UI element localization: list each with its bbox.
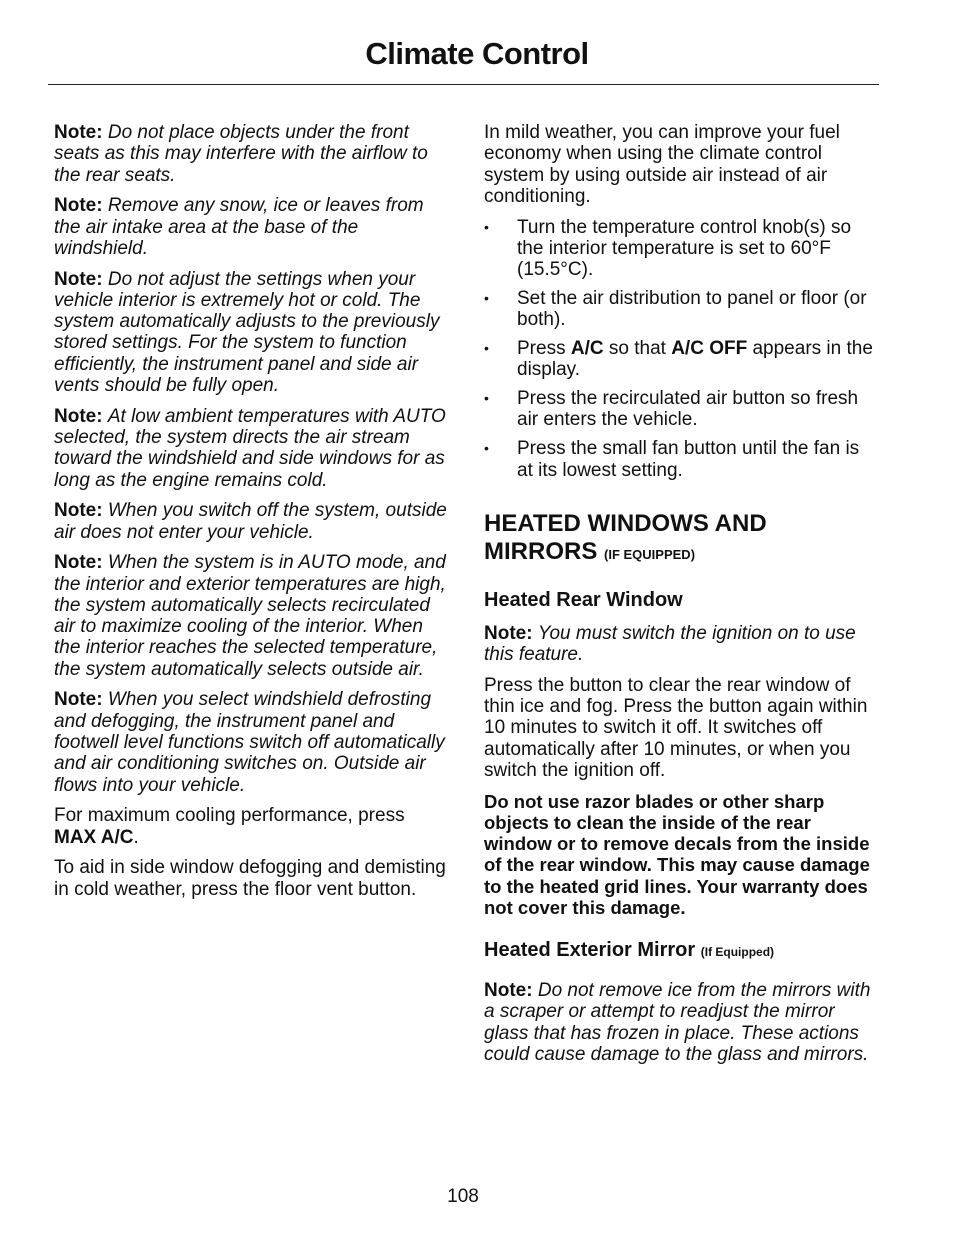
intro-paragraph: In mild weather, you can improve your fuel economy when using the climate control system by using outside air instead of air conditioning. bbox=[484, 122, 840, 207]
subheading-heated-exterior-mirror: Heated Exterior Mirror (If Equipped) bbox=[484, 938, 775, 961]
note-mirror-ice: Note: Do not remove ice from the mirrors with a scraper or attempt to readjust the mirror glass that has frozen in place. These actions could cause damage to the glass and mirrors. bbox=[484, 979, 871, 1065]
section-heading-heated-windows: HEATED WINDOWS AND MIRRORS (IF EQUIPPED) bbox=[484, 509, 767, 566]
defogging-paragraph: To aid in side window defogging and demisting in cold weather, press the floor vent button. bbox=[54, 857, 446, 900]
subheading-heated-rear-window: Heated Rear Window bbox=[484, 588, 683, 611]
bullet-marker: • bbox=[484, 390, 489, 407]
list-item: • Set the air distribution to panel or floor (or both). bbox=[484, 287, 867, 331]
note-defrosting: Note: When you select windshield defrosting and defogging, the instrument panel and footwell level functions switch off automatically and air conditioning switches on. Outside air flows into your vehicle. bbox=[54, 689, 445, 796]
note-auto-mode: Note: When the system is in AUTO mode, and the interior and exterior temperatures are high, the system automatically selects recirculated air to maximize cooling of the interior. When the interior reaches the selected temperature, the system automatically selects outside air. bbox=[54, 552, 446, 680]
fuel-economy-list bbox=[484, 217, 876, 481]
note-airflow: Note: Do not place objects under the front seats as this may interfere with the airflow to the rear seats. bbox=[54, 122, 428, 186]
bullet-marker: • bbox=[484, 440, 489, 457]
page-title: Climate Control bbox=[365, 36, 589, 71]
right-column bbox=[484, 122, 876, 1075]
list-item: • Turn the temperature control knob(s) so the interior temperature is set to 60°F (15.5°C). bbox=[484, 216, 852, 281]
note-system-off: Note: When you switch off the system, outside air does not enter your vehicle. bbox=[54, 500, 447, 543]
warning-razor-blades: Do not use razor blades or other sharp objects to clean the inside of the rear window or to remove decals from the inside of the rear window. This may cause damage to the heated grid lines. Your warranty does not cover this damage. bbox=[484, 790, 870, 918]
max-cooling-paragraph: For maximum cooling performance, press MAX A/C. bbox=[54, 805, 405, 848]
page-number: 108 bbox=[447, 1186, 479, 1207]
list-item: • Press A/C so that A/C OFF appears in the display. bbox=[484, 338, 873, 381]
list-item: • Press the small fan button until the fan is at its lowest setting. bbox=[484, 438, 860, 481]
bullet-marker: • bbox=[484, 340, 489, 357]
note-low-ambient: Note: At low ambient temperatures with AUTO selected, the system directs the air stream toward the windshield and side windows for as long as the engine remains cold. bbox=[54, 405, 446, 491]
list-item: • Press the recirculated air button so fresh air enters the vehicle. bbox=[484, 388, 859, 431]
left-column bbox=[54, 122, 450, 909]
note-extreme-temps: Note: Do not adjust the settings when your vehicle interior is extremely hot or cold. The system automatically adjusts to the previously stored settings. For the system to function efficiently, the instrument panel and side air vents should be fully open. bbox=[54, 268, 440, 397]
header-divider bbox=[48, 84, 879, 85]
bullet-marker: • bbox=[484, 289, 489, 306]
note-ignition: Note: You must switch the ignition on to use this feature. bbox=[484, 622, 856, 666]
note-air-intake: Note: Remove any snow, ice or leaves from the air intake area at the base of the windshield. bbox=[54, 195, 424, 259]
bullet-marker: • bbox=[484, 218, 489, 235]
rear-window-body: Press the button to clear the rear window of thin ice and fog. Press the button again within 10 minutes to switch it off. It switches off automatically after 10 minutes, or when you switch the ignition off. bbox=[484, 674, 868, 782]
